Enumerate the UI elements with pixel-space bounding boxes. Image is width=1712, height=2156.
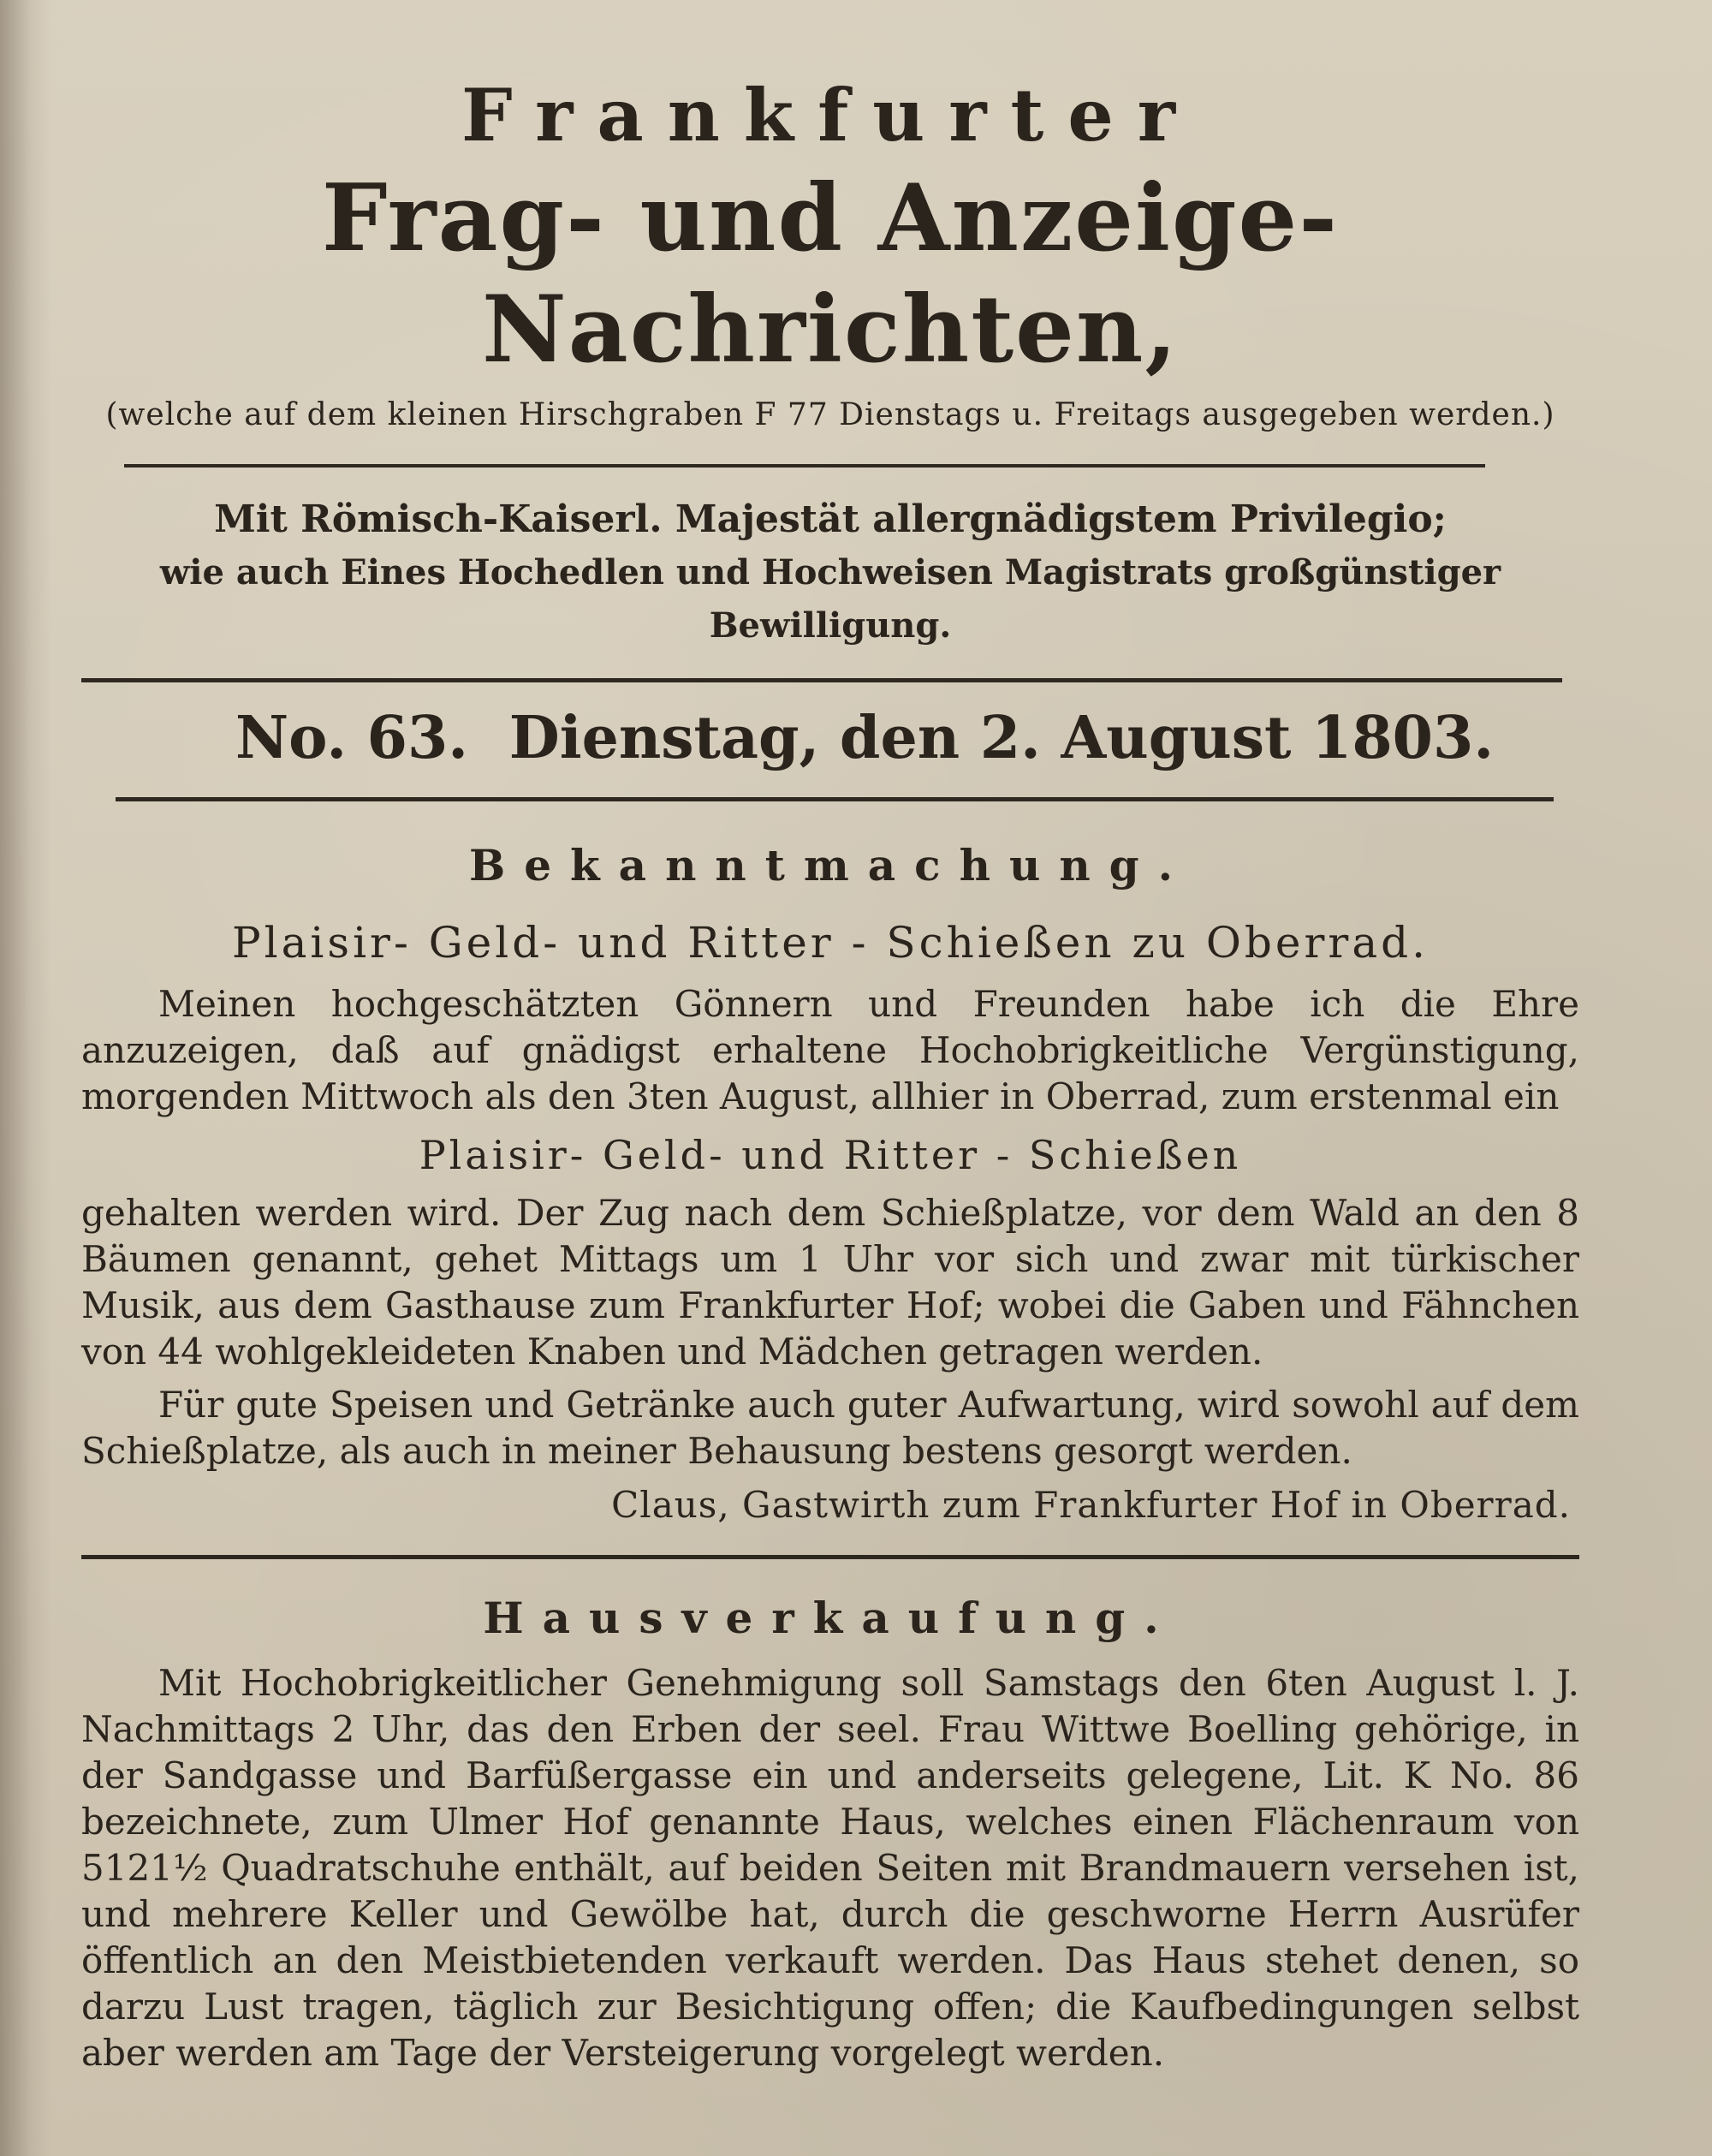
notice1-signature: Claus, Gastwirth zum Frankfurter Hof in Oberrad. (611, 1484, 1571, 1526)
issue-date: Dienstag, den 2. August 1803. (508, 704, 1494, 772)
notice1-heading: Bekanntmachung. (468, 840, 1192, 890)
masthead-title-line2: Frag- und Anzeige-Nachrichten, (321, 164, 1340, 384)
privilege-line2: wie auch Eines Hochedlen und Hochweisen Magistrats großgünstiger Bewilligung. (159, 552, 1501, 646)
notice1-paragraph2: gehalten werden wird. Der Zug nach dem Schießplatze, vor dem Wald an den 8 Bäumen genannt, gehet Mittags um 1 Uhr vor sich und zwar mit türkischer Musik, aus dem Gasthause zum Frankfurter Hof; wobei die Gaben und Fähnchen von 44 wohlgekleideten Knaben und Mädchen getragen werden. (81, 1192, 1579, 1373)
notice1-subheading: Plaisir- Geld- und Ritter - Schießen zu Oberrad. (231, 918, 1430, 968)
notice1-paragraph3: Für gute Speisen und Getränke auch guter Aufwartung, wird sowohl auf dem Schießplatze, als auch in meiner Behausung bestens gesorgt werden. (81, 1384, 1579, 1472)
privilege-line1: Mit Römisch-Kaiserl. Majestät allergnädigstem Privilegio; (214, 497, 1447, 541)
notice2-heading: Hausverkaufung. (483, 1593, 1178, 1643)
issue-number: No. 63. (235, 704, 468, 772)
notice1-paragraph1: Meinen hochgeschätzten Gönnern und Freunden habe ich die Ehre anzuzeigen, daß auf gnädigst erhaltene Hochobrigkeitliche Vergünstigung, morgenden Mittwoch als den 3ten August, allhier in Oberrad, zum erstenmal ein (81, 983, 1579, 1117)
notice2-paragraph1: Mit Hochobrigkeitlicher Genehmigung soll Samstags den 6ten August l. J. Nachmittags 2 Uhr, das den Erben der seel. Frau Wittwe Boelling gehörige, in der Sandgasse und Barfüßergasse ein und anderseits gelegene, Lit. K No. 86 bezeichnete, zum Ulmer Hof genannte Haus, welches einen Flächenraum von 5121½ Quadratschuhe enthält, auf beiden Seiten mit Brandmauern versehen ist, und mehrere Keller und Gewölbe hat, durch die geschworne Herrn Ausrüfer öffentlich an den Meistbietenden verkauft werden. Das Haus stehet denen, so darzu Lust tragen, täglich zur Besichtigung offen; die Kaufbedingungen selbst aber werden am Tage der Versteigerung vorgelegt werden. (81, 1662, 1579, 2074)
page-content (81, 51, 1579, 2076)
issued-note: (welche auf dem kleinen Hirschgraben F 77 Dienstags u. Freitags ausgegeben werden.) (105, 397, 1555, 432)
notice1-center-line: Plaisir- Geld- und Ritter - Schießen (419, 1132, 1242, 1178)
binding-shadow (0, 0, 51, 2156)
masthead-title-line1: Frankfurter (461, 73, 1200, 158)
issue-line (81, 700, 1579, 777)
